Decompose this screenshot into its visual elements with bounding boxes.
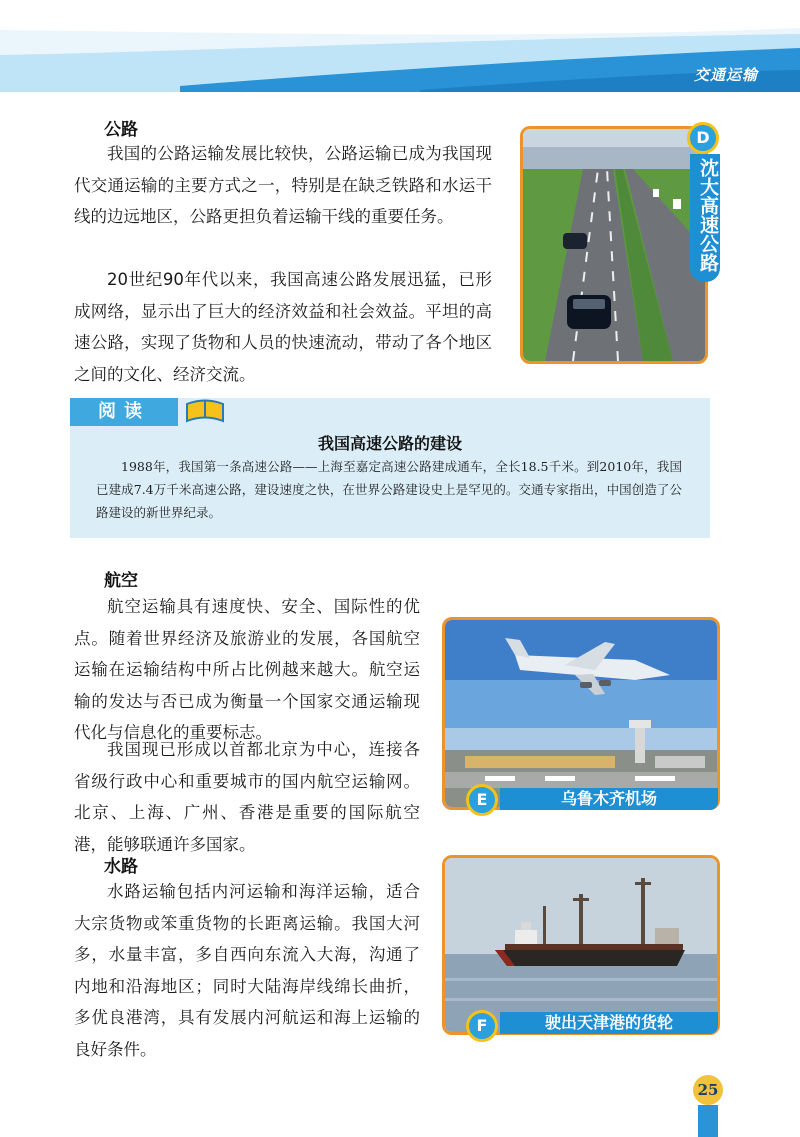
chapter-title: 交通运输: [693, 66, 758, 84]
caption-shenda-expressway: 沈大高速公路: [690, 154, 720, 282]
header-banner: [0, 0, 800, 95]
badge-f: F: [466, 1010, 498, 1042]
freighter-image: [445, 858, 717, 1032]
caption-urumqi-airport: 乌鲁木齐机场: [500, 788, 718, 810]
photo-tianjin-port-freighter: [442, 855, 720, 1035]
book-icon: [184, 399, 226, 425]
page-number-bar: [698, 1105, 718, 1137]
highway-title: 公路: [104, 120, 138, 140]
highway-paragraph-1: 我国的公路运输发展比较快，公路运输已成为我国现代交通运输的主要方式之一，特别是在缺乏铁路和水运干线的边远地区，公路更担负着运输干线的重要任务。: [74, 144, 492, 226]
reading-body: 1988年，我国第一条高速公路——上海至嘉定高速公路建成通车，全长18.5千米。到2010年，我国已建成7.4万千米高速公路，建设速度之快，在世界公路建设史上是罕见的。交通专家指出，中国创造了公路建设的新世界纪录。: [96, 459, 682, 520]
reading-tab: 阅读: [70, 398, 178, 426]
badge-e: E: [466, 784, 498, 816]
reading-title: 我国高速公路的建设: [317, 434, 462, 453]
aviation-paragraph-1: 航空运输具有速度快、安全、国际性的优点。随着世界经济及旅游业的发展，各国航空运输在运输结构中所占比例越来越大。航空运输的发达与否已成为衡量一个国家交通运输现代化与信息化的重要标志。: [74, 597, 420, 742]
highway-image: [523, 129, 705, 361]
waterway-paragraph-1: 水路运输包括内河运输和海洋运输，适合大宗货物或笨重货物的长距离运输。我国大河多，水量丰富，多自西向东流入大海，沟通了内地和沿海地区；同时大陆海岸线绵长曲折，多优良港湾，具有发展内河航运和海上运输的良好条件。: [74, 882, 420, 1059]
photo-urumqi-airport: [442, 617, 720, 810]
header-swoosh: [0, 0, 800, 95]
waterway-title: 水路: [104, 857, 138, 877]
aviation-title: 航空: [104, 571, 138, 591]
airport-image: [445, 620, 717, 807]
highway-paragraph-2: 20世纪90年代以来，我国高速公路发展迅猛，已形成网络，显示出了巨大的经济效益和社会效益。平坦的高速公路，实现了货物和人员的快速流动，带动了各个地区之间的文化、经济交流。: [74, 270, 492, 384]
badge-d: D: [687, 122, 719, 154]
caption-tianjin-port-freighter: 驶出天津港的货轮: [500, 1012, 718, 1034]
aviation-paragraph-2: 我国现已形成以首都北京为中心，连接各省级行政中心和重要城市的国内航空运输网。北京、上海、广州、香港是重要的国际航空港，能够联通许多国家。: [74, 740, 420, 854]
page-number: 25: [693, 1075, 723, 1105]
photo-shenda-expressway: [520, 126, 708, 364]
